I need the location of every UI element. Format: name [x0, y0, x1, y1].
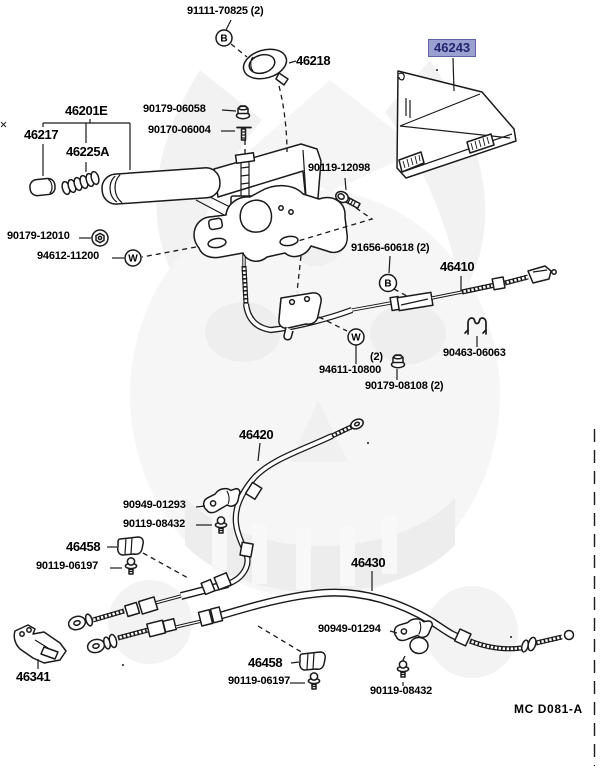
part-label-90170-06004: 90170-06004 [148, 124, 211, 136]
bolt-marker-icon [216, 30, 232, 46]
bolt-icon-90119-06197-rear [308, 673, 319, 689]
part-label-46217: 46217 [24, 127, 59, 142]
svg-text:B: B [220, 33, 228, 45]
part-drawing-46341-bracket [14, 625, 66, 663]
svg-text:W: W [128, 253, 138, 265]
part-label-91111-70825: 91111-70825 (2) [187, 5, 264, 17]
svg-text:B: B [384, 278, 392, 290]
part-label-46341: 46341 [16, 669, 51, 684]
part-label-90119-08432-front: 90119-08432 [123, 518, 186, 530]
part-label-46225A: 46225A [66, 144, 110, 159]
svg-text:W: W [351, 332, 361, 344]
washer-marker-icon [348, 329, 364, 345]
nut-icon-90179-06058 [237, 106, 250, 119]
washer-marker-icon [125, 250, 141, 266]
part-label-90119-06197-rear: 90119-06197 [228, 675, 291, 687]
clip-icon-46458-rear [300, 652, 326, 670]
part-label-90463-06063: 90463-06063 [443, 347, 506, 359]
clip-icon-46458-front [118, 537, 144, 555]
part-label-90119-12098: 90119-12098 [308, 162, 371, 174]
part-label-90949-01293: 90949-01293 [123, 499, 186, 511]
part-label-46243-highlighted[interactable]: 46243 [428, 39, 476, 57]
part-label-94612-11200: 94612-11200 [37, 250, 100, 262]
part-label-90179-06058: 90179-06058 [143, 103, 206, 115]
part-label-46410: 46410 [440, 259, 475, 274]
part-label-46218: 46218 [296, 53, 331, 68]
count-marker-label: (2) [370, 351, 383, 363]
part-label-46458-front: 46458 [66, 539, 101, 554]
bolt-marker-icon [380, 275, 397, 292]
part-label-90119-06197-front: 90119-06197 [36, 560, 99, 572]
part-label-46420: 46420 [239, 427, 274, 442]
part-label-46430: 46430 [351, 555, 386, 570]
part-drawing-46217 [29, 178, 56, 197]
drawing-code-label: MC D081-A [514, 702, 583, 716]
part-label-46458-rear: 46458 [248, 655, 283, 670]
part-label-91656-60618: 91656-60618 (2) [351, 242, 430, 254]
part-label-90949-01294: 90949-01294 [318, 623, 381, 635]
part-drawing-46225A-spring [61, 171, 101, 195]
part-label-90119-08432-rear: 90119-08432 [370, 685, 433, 697]
bolt-icon-90119-08432-rear [397, 661, 408, 677]
part-label-90179-12010: 90179-12010 [7, 230, 70, 242]
bolt-icon-90119-06197-front [125, 558, 136, 574]
part-label-46201E: 46201E [65, 103, 108, 118]
part-label-90179-08108: 90179-08108 (2) [365, 380, 444, 392]
part-drawing-46218 [240, 44, 290, 85]
nut-icon-90179-08108 [392, 355, 405, 368]
part-label-94611-10800: 94611-10800 [319, 364, 382, 376]
nut-marker-icon [92, 230, 108, 246]
clamp-icon-90949-01294 [393, 617, 433, 654]
